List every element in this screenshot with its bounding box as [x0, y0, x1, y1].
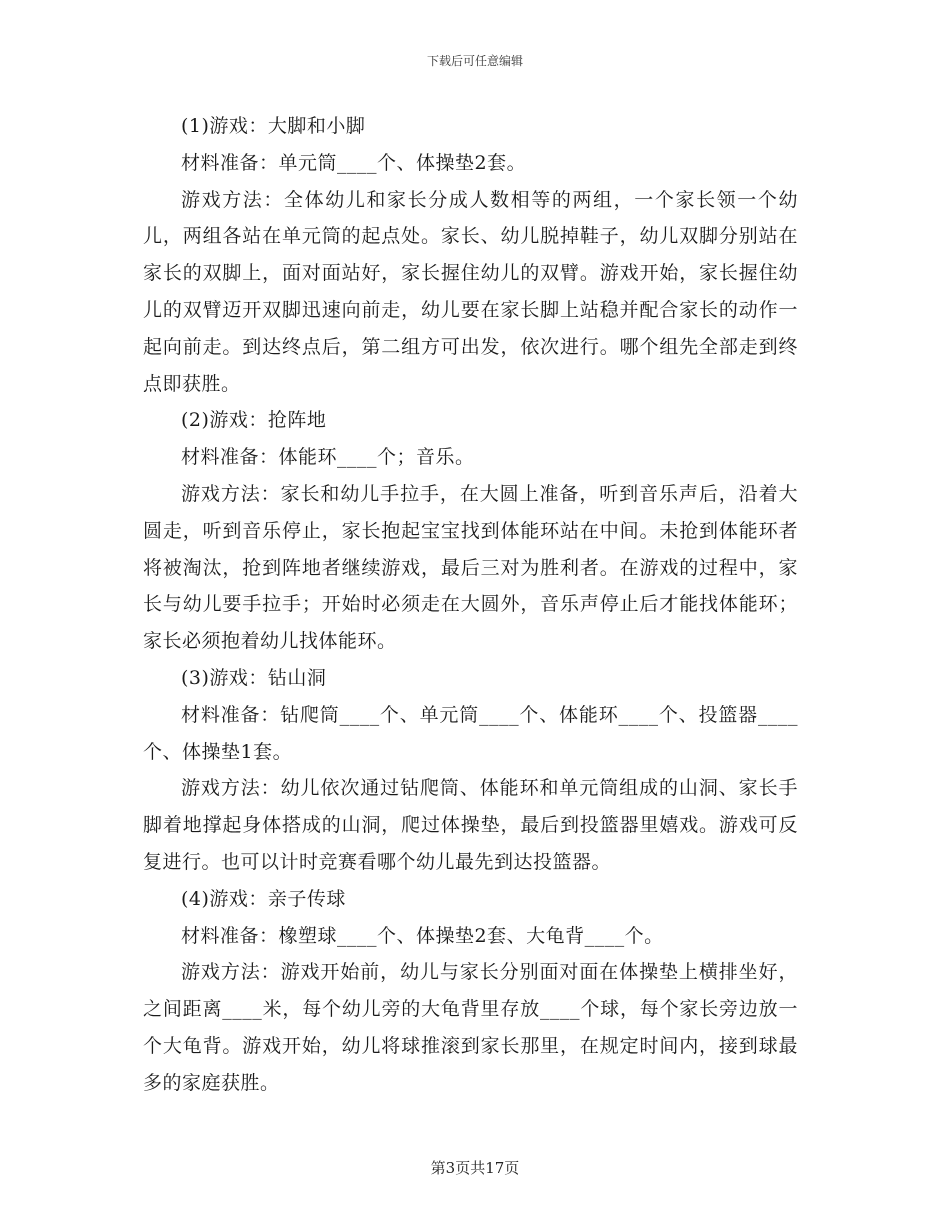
document-body	[143, 108, 798, 1102]
section-3-title: (3)游戏：钻山洞	[181, 666, 327, 689]
section-1-method: 游戏方法：全体幼儿和家长分成人数相等的两组，一个家长领一个幼儿，两组各站在单元筒的起点处。家长、幼儿脱掉鞋子，幼儿双脚分别站在家长的双脚上，面对面站好，家长握住幼儿的双臂。游戏开始，家长握住幼儿的双臂迈开双脚迅速向前走，幼儿要在家长脚上站稳并配合家长的动作一起向前走。到达终点后，第二组方可出发，依次进行。哪个组先全部走到终点即获胜。	[143, 188, 798, 395]
section-2-method: 游戏方法：家长和幼儿手拉手，在大圆上准备，听到音乐声后，沿着大圆走，听到音乐停止，家长抱起宝宝找到体能环站在中间。未抢到体能环者将被淘汰，抢到阵地者继续游戏，最后三对为胜利者。在游戏的过程中，家长与幼儿要手拉手；开始时必须走在大圆外，音乐声停止后才能找体能环；家长必须抱着幼儿找体能环。	[143, 482, 798, 653]
page-footer: 第3页共17页	[430, 1159, 520, 1177]
section-3-method: 游戏方法：幼儿依次通过钻爬筒、体能环和单元筒组成的山洞、家长手脚着地撑起身体搭成的山洞，爬过体操垫，最后到投篮器里嬉戏。游戏可反复进行。也可以计时竞赛看哪个幼儿最先到达投篮器。	[143, 777, 798, 873]
section-4-method: 游戏方法：游戏开始前，幼儿与家长分别面对面在体操垫上横排坐好，之间距离____米，每个幼儿旁的大龟背里存放____个球，每个家长旁边放一个大龟背。游戏开始，幼儿将球推滚到家长那里，在规定时间内，接到球最多的家庭获胜。	[143, 961, 798, 1094]
section-2-title: (2)游戏：抢阵地	[181, 409, 327, 432]
section-3-materials: 材料准备：钻爬筒____个、单元筒____个、体能环____个、投篮器____个、体操垫1套。	[143, 703, 798, 763]
section-4-materials: 材料准备：橡塑球____个、体操垫2套、大龟背____个。	[181, 924, 664, 947]
section-1-title: (1)游戏：大脚和小脚	[181, 115, 366, 137]
page-header: 下载后可任意编辑	[426, 54, 523, 68]
section-2-materials: 材料准备：体能环____个；音乐。	[181, 446, 475, 469]
section-1-materials: 材料准备：单元筒____个、体操垫2套。	[181, 151, 527, 174]
section-4-title: (4)游戏：亲子传球	[181, 887, 346, 910]
